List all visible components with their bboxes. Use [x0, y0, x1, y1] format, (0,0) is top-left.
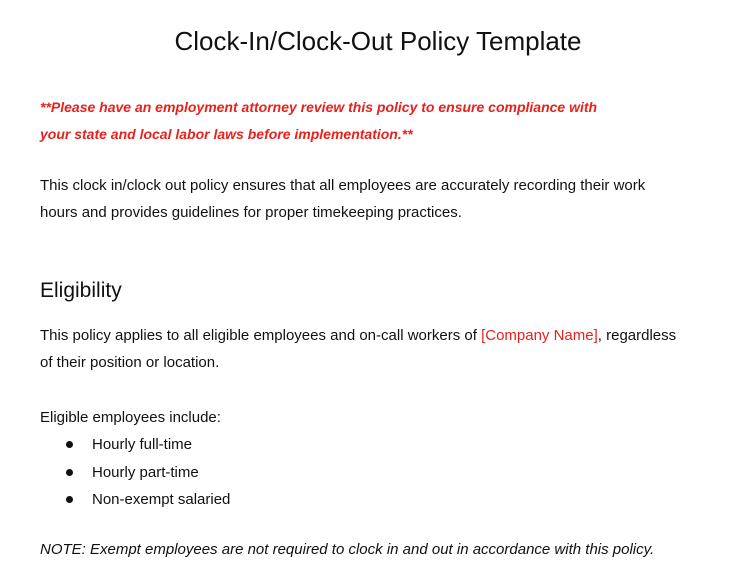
- page-title: Clock-In/Clock-Out Policy Template: [174, 26, 582, 56]
- eligibility-line-2: of their position or location.: [40, 354, 220, 371]
- company-name-placeholder: [Company Name]: [481, 327, 598, 344]
- bullet-icon: [66, 441, 73, 448]
- bullet-icon: [66, 469, 73, 476]
- bullet-icon: [66, 496, 73, 503]
- eligibility-heading: Eligibility: [40, 279, 122, 302]
- intro-line-2: hours and provides guidelines for proper timekeeping practices.: [40, 204, 462, 221]
- eligibility-line-1: [40, 322, 730, 349]
- warning-line-1: **Please have an employment attorney review this policy to ensure compliance with: [40, 99, 598, 115]
- eligible-employees-list: [64, 431, 230, 514]
- attorney-review-warning: [40, 94, 720, 148]
- warning-line-2: your state and local labor laws before implementation.**: [40, 126, 413, 142]
- eligible-employees-label: Eligible employees include:: [40, 409, 221, 426]
- intro-paragraph: [40, 172, 730, 226]
- exempt-note: NOTE: Exempt employees are not required to clock in and out in accordance with this policy.: [40, 541, 655, 558]
- list-item: [64, 459, 230, 487]
- list-item: [64, 431, 230, 459]
- intro-line-1: This clock in/clock out policy ensures that all employees are accurately recording their work: [40, 177, 646, 194]
- eligibility-paragraph: [40, 322, 730, 376]
- applies-text-end: , regardless: [597, 327, 677, 344]
- list-item-text: Non-exempt salaried: [92, 491, 231, 508]
- applies-text: This policy applies to all eligible employees and on-call workers of: [40, 327, 482, 344]
- list-item-text: Hourly part-time: [92, 463, 199, 481]
- list-item: [64, 486, 230, 514]
- list-item-text: Hourly full-time: [92, 436, 193, 453]
